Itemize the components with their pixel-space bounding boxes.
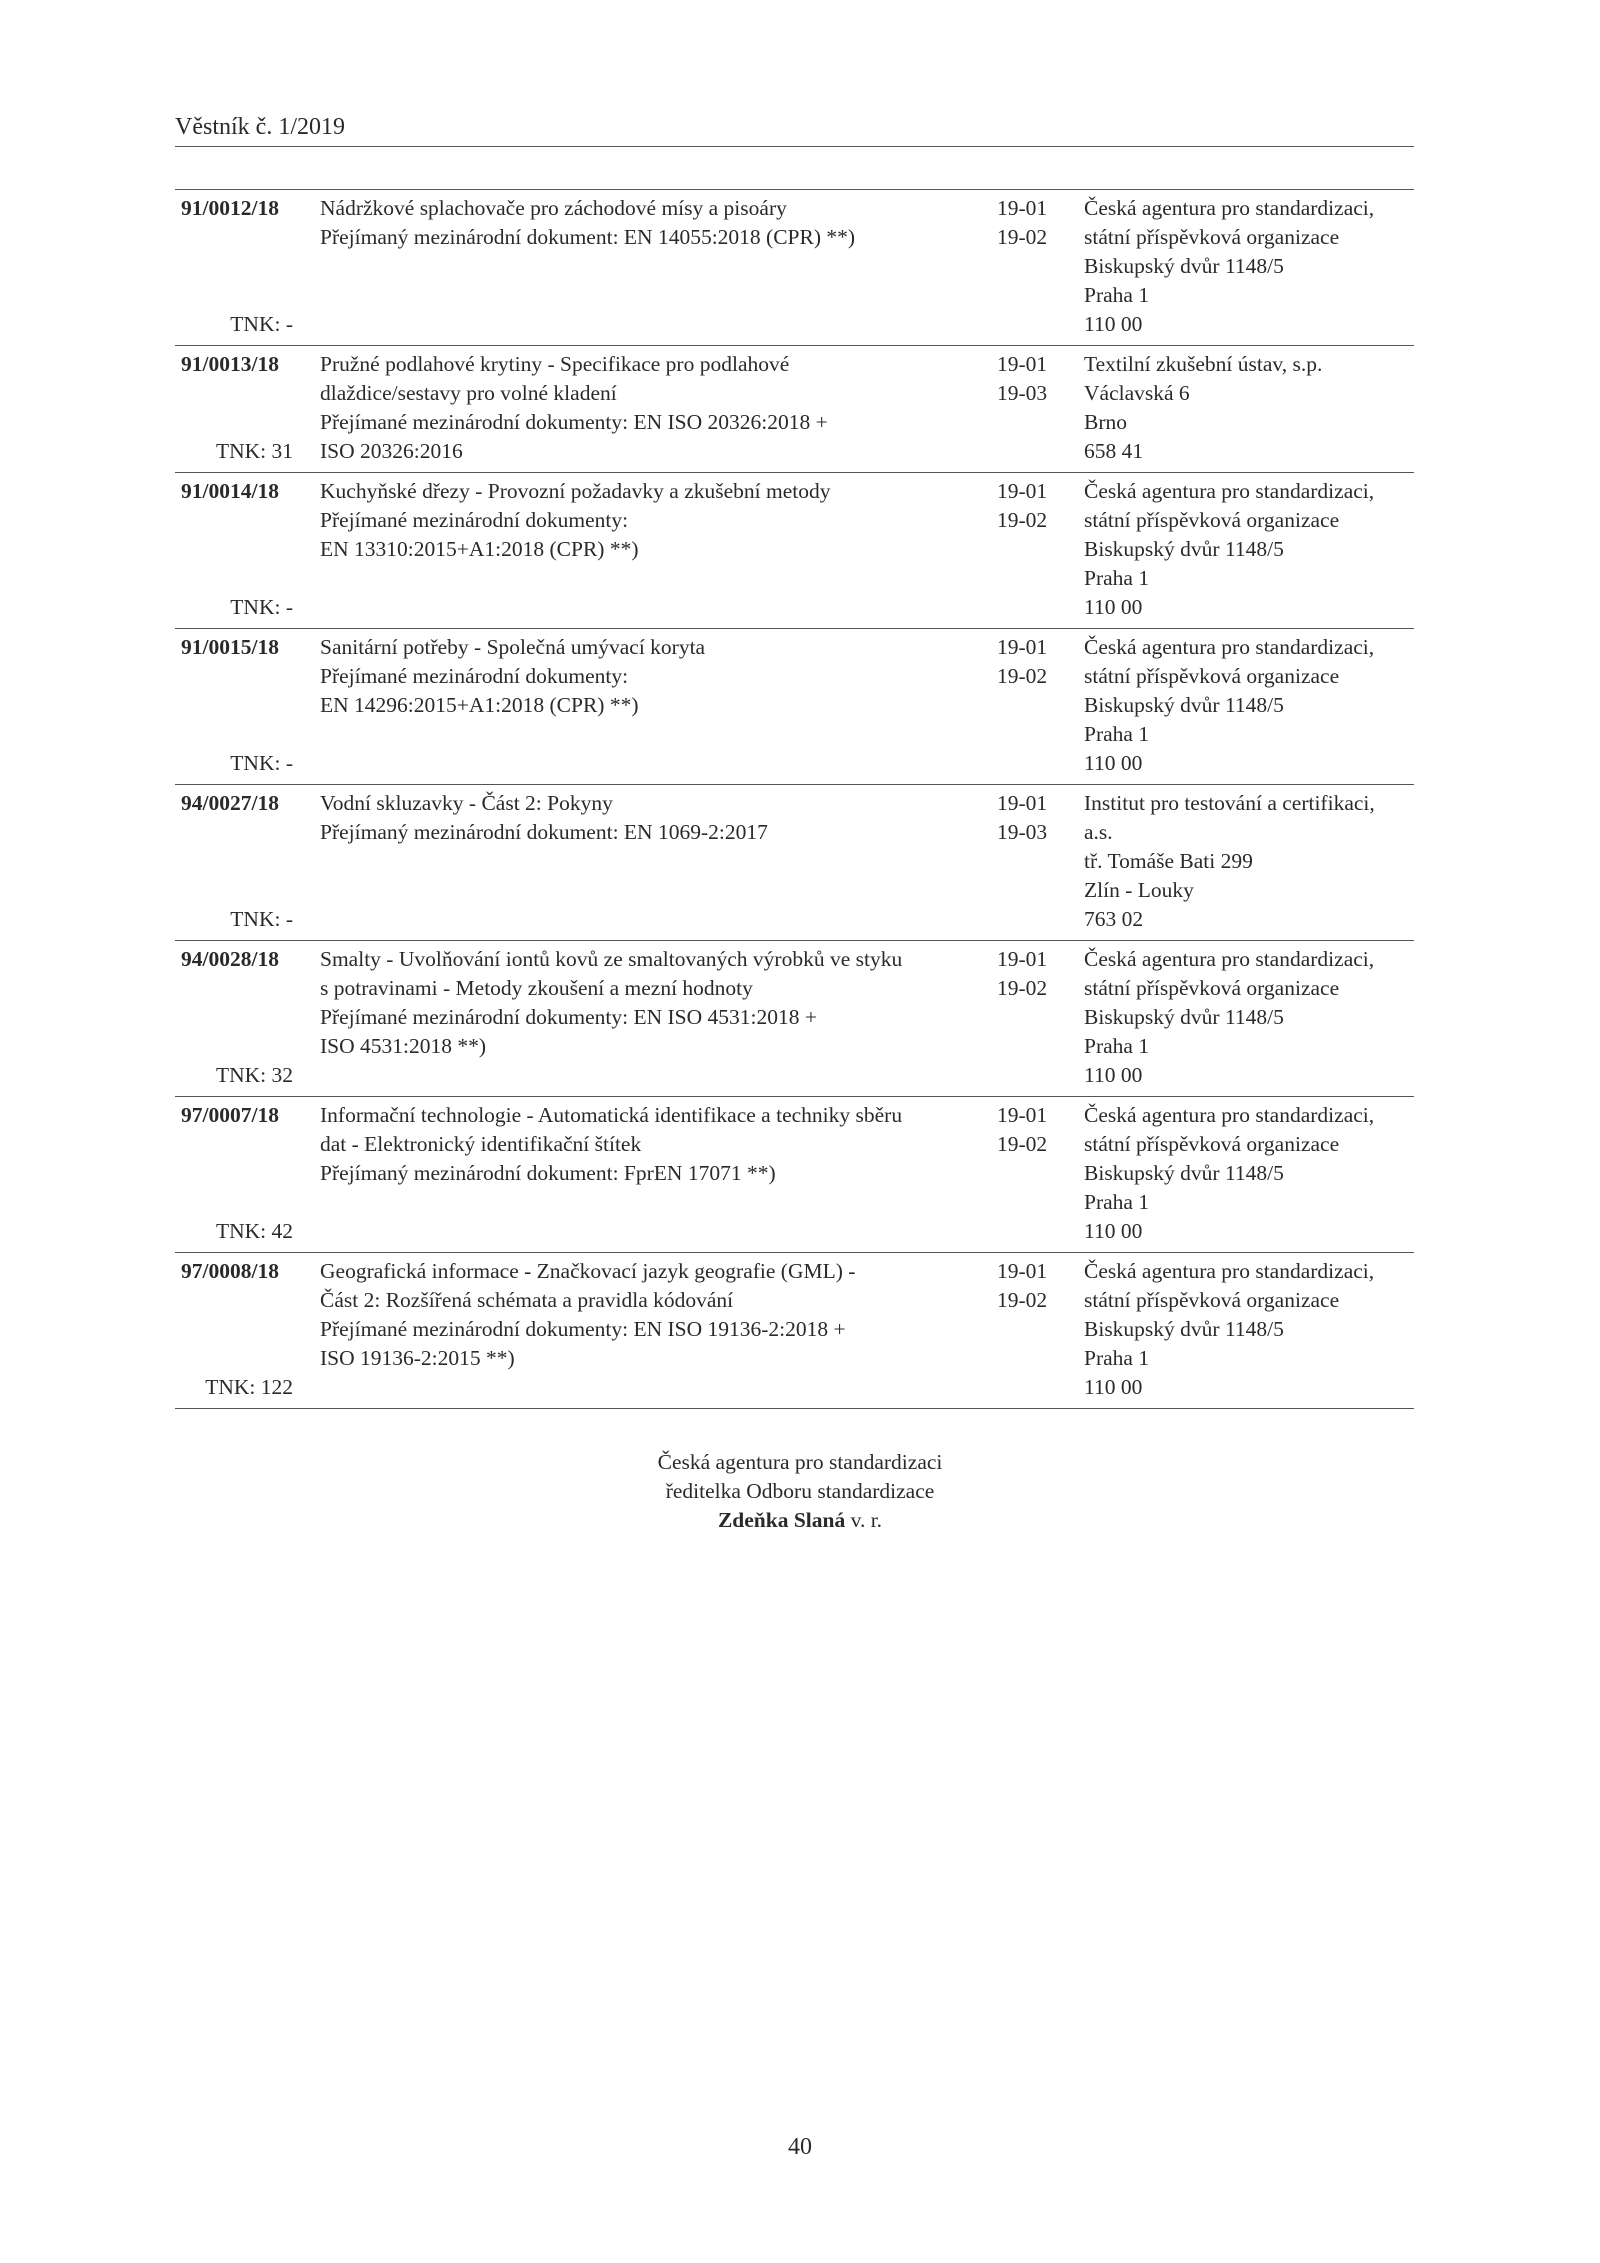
entry-org-line: Biskupský dvůr 1148/5 [1084,1161,1284,1185]
entry-org-line: Textilní zkušební ústav, s.p. [1084,352,1323,376]
entry-org-cell [1084,473,1414,629]
entry-org-line: státní příspěvková organizace [1084,976,1340,1000]
entry-title-line: Geografická informace - Značkovací jazyk geografie (GML) - [320,1259,856,1283]
entry-org-line: Brno [1084,410,1127,434]
table-row [175,346,1414,473]
entry-org-line: 110 00 [1084,595,1143,619]
entry-org-cell [1084,346,1414,473]
entry-code: 19-03 [997,820,1048,844]
entry-title-line: Informační technologie - Automatická identifikace a techniky sběru [320,1103,903,1127]
entry-code: 19-02 [997,508,1048,532]
entry-org-line: Česká agentura pro standardizaci, [1084,196,1375,220]
entry-title-line: Část 2: Rozšířená schémata a pravidla kódování [320,1288,734,1312]
entry-codes-cell [997,1253,1084,1409]
entry-title-cell [320,1097,997,1253]
table-row [175,941,1414,1097]
entry-code: 19-02 [997,225,1048,249]
entry-title-line: Smalty - Uvolňování iontů kovů ze smaltovaných výrobků ve styku [320,947,903,971]
entry-title-line: Kuchyňské dřezy - Provozní požadavky a zkušební metody [320,479,831,503]
entry-org-line: 110 00 [1084,751,1143,775]
entry-tnk: TNK: 122 [205,1375,293,1399]
entry-org-line: státní příspěvková organizace [1084,508,1340,532]
table-row [175,629,1414,785]
entry-title-line: Přejímaný mezinárodní dokument: FprEN 17071 **) [320,1161,776,1185]
entry-title-cell [320,785,997,941]
entry-number-cell [175,1253,320,1409]
entry-org-line: Česká agentura pro standardizaci, [1084,1259,1375,1283]
entry-number: 97/0008/18 [181,1259,279,1283]
entry-code: 19-01 [997,196,1048,220]
signature-role: ředitelka Odboru standardizace [665,1479,935,1503]
standards-table-body [175,190,1414,1409]
entry-org-line: Praha 1 [1084,1346,1150,1370]
entry-org-line: Česká agentura pro standardizaci, [1084,479,1375,503]
entry-number: 91/0012/18 [181,196,279,220]
entry-codes-cell [997,473,1084,629]
entry-org-line: Zlín - Louky [1084,878,1194,902]
entry-number-cell [175,473,320,629]
entry-org-line: Biskupský dvůr 1148/5 [1084,1005,1284,1029]
table-row [175,190,1414,346]
entry-org-line: 763 02 [1084,907,1144,931]
table-row [175,1097,1414,1253]
entry-title-cell [320,941,997,1097]
entry-org-line: 110 00 [1084,1375,1143,1399]
entry-title-line: dat - Elektronický identifikační štítek [320,1132,642,1156]
entry-tnk: TNK: - [230,907,293,931]
signature-block [500,1448,1100,1535]
entry-tnk: TNK: - [230,595,293,619]
entry-code: 19-03 [997,381,1048,405]
entry-tnk: TNK: 31 [215,439,293,463]
standards-table [175,189,1414,1409]
entry-number: 97/0007/18 [181,1103,279,1127]
entry-code: 19-01 [997,1259,1048,1283]
signature-suffix: v. r. [845,1508,883,1532]
table-row [175,1253,1414,1409]
entry-title-line: EN 14296:2015+A1:2018 (CPR) **) [320,693,639,717]
entry-number-cell [175,190,320,346]
entry-org-cell [1084,941,1414,1097]
entry-tnk: TNK: 32 [215,1063,293,1087]
entry-code: 19-02 [997,1288,1048,1312]
entry-title-line: Přejímané mezinárodní dokumenty: EN ISO 20326:2018 + [320,410,828,434]
entry-title-line: Přejímané mezinárodní dokumenty: [320,664,629,688]
entry-number-cell [175,785,320,941]
entry-org-line: Praha 1 [1084,1190,1150,1214]
entry-title-line: Vodní skluzavky - Část 2: Pokyny [320,791,613,815]
entry-org-line: státní příspěvková organizace [1084,664,1340,688]
entry-code: 19-02 [997,976,1048,1000]
entry-org-line: 110 00 [1084,312,1143,336]
entry-tnk: TNK: - [230,312,293,336]
entry-title-line: Pružné podlahové krytiny - Specifikace pro podlahové [320,352,790,376]
entry-codes-cell [997,941,1084,1097]
entry-title-line: ISO 20326:2016 [320,439,463,463]
entry-org-line: Česká agentura pro standardizaci, [1084,635,1375,659]
entry-org-cell [1084,1097,1414,1253]
entry-org-line: státní příspěvková organizace [1084,1288,1340,1312]
entry-org-line: Praha 1 [1084,722,1150,746]
entry-number: 91/0015/18 [181,635,279,659]
entry-number-cell [175,346,320,473]
entry-title-cell [320,629,997,785]
entry-title-line: Nádržkové splachovače pro záchodové mísy a pisoáry [320,196,787,220]
table-row [175,473,1414,629]
entry-tnk: TNK: - [230,751,293,775]
entry-title-line: Přejímané mezinárodní dokumenty: EN ISO 19136-2:2018 + [320,1317,846,1341]
entry-code: 19-01 [997,947,1048,971]
entry-org-line: Praha 1 [1084,566,1150,590]
entry-title-line: Přejímaný mezinárodní dokument: EN 14055:2018 (CPR) **) [320,225,856,249]
entry-org-line: Biskupský dvůr 1148/5 [1084,537,1284,561]
entry-codes-cell [997,346,1084,473]
entry-org-line: Praha 1 [1084,1034,1150,1058]
entry-code: 19-01 [997,635,1048,659]
entry-number: 91/0013/18 [181,352,279,376]
entry-number-cell [175,1097,320,1253]
entry-codes-cell [997,1097,1084,1253]
signature-org: Česká agentura pro standardizaci [657,1450,943,1474]
entry-title-line: Přejímané mezinárodní dokumenty: EN ISO 4531:2018 + [320,1005,817,1029]
page-header [175,112,1414,147]
entry-code: 19-02 [997,1132,1048,1156]
bulletin-title: Věstník č. 1/2019 [175,114,345,140]
entry-title-cell [320,346,997,473]
entry-org-line: 658 41 [1084,439,1144,463]
entry-org-line: státní příspěvková organizace [1084,1132,1340,1156]
entry-title-cell [320,190,997,346]
entry-org-line: Česká agentura pro standardizaci, [1084,947,1375,971]
entry-org-line: Česká agentura pro standardizaci, [1084,1103,1375,1127]
entry-tnk: TNK: 42 [215,1219,293,1243]
entry-org-line: tř. Tomáše Bati 299 [1084,849,1253,873]
entry-org-line: Biskupský dvůr 1148/5 [1084,254,1284,278]
table-row [175,785,1414,941]
entry-org-line: Václavská 6 [1084,381,1190,405]
entry-code: 19-01 [997,479,1048,503]
entry-title-cell [320,473,997,629]
entry-codes-cell [997,629,1084,785]
entry-org-line: Biskupský dvůr 1148/5 [1084,693,1284,717]
signature-name-line [500,1506,1100,1535]
entry-code: 19-01 [997,352,1048,376]
entry-org-cell [1084,190,1414,346]
entry-title-line: EN 13310:2015+A1:2018 (CPR) **) [320,537,639,561]
signature-name: Zdeňka Slaná [717,1508,846,1532]
entry-codes-cell [997,190,1084,346]
entry-title-line: ISO 19136-2:2015 **) [320,1346,515,1370]
entry-org-line: 110 00 [1084,1063,1143,1087]
entry-org-line: Biskupský dvůr 1148/5 [1084,1317,1284,1341]
entry-code: 19-02 [997,664,1048,688]
entry-title-line: ISO 4531:2018 **) [320,1034,487,1058]
page-number: 40 [788,2134,812,2160]
entry-number-cell [175,941,320,1097]
entry-title-line: s potravinami - Metody zkoušení a mezní hodnoty [320,976,753,1000]
entry-code: 19-01 [997,791,1048,815]
entry-number: 91/0014/18 [181,479,279,503]
entry-org-cell [1084,629,1414,785]
entry-title-line: Přejímané mezinárodní dokumenty: [320,508,629,532]
entry-title-cell [320,1253,997,1409]
entry-number: 94/0028/18 [181,947,279,971]
entry-org-line: Praha 1 [1084,283,1150,307]
entry-org-line: 110 00 [1084,1219,1143,1243]
entry-org-cell [1084,785,1414,941]
entry-codes-cell [997,785,1084,941]
entry-org-line: a.s. [1084,820,1113,844]
entry-title-line: Přejímaný mezinárodní dokument: EN 1069-2:2017 [320,820,768,844]
entry-number: 94/0027/18 [181,791,279,815]
entry-code: 19-01 [997,1103,1048,1127]
entry-number-cell [175,629,320,785]
entry-org-cell [1084,1253,1414,1409]
entry-title-line: Sanitární potřeby - Společná umývací koryta [320,635,706,659]
entry-org-line: Institut pro testování a certifikaci, [1084,791,1375,815]
entry-title-line: dlaždice/sestavy pro volné kladení [320,381,617,405]
entry-org-line: státní příspěvková organizace [1084,225,1340,249]
